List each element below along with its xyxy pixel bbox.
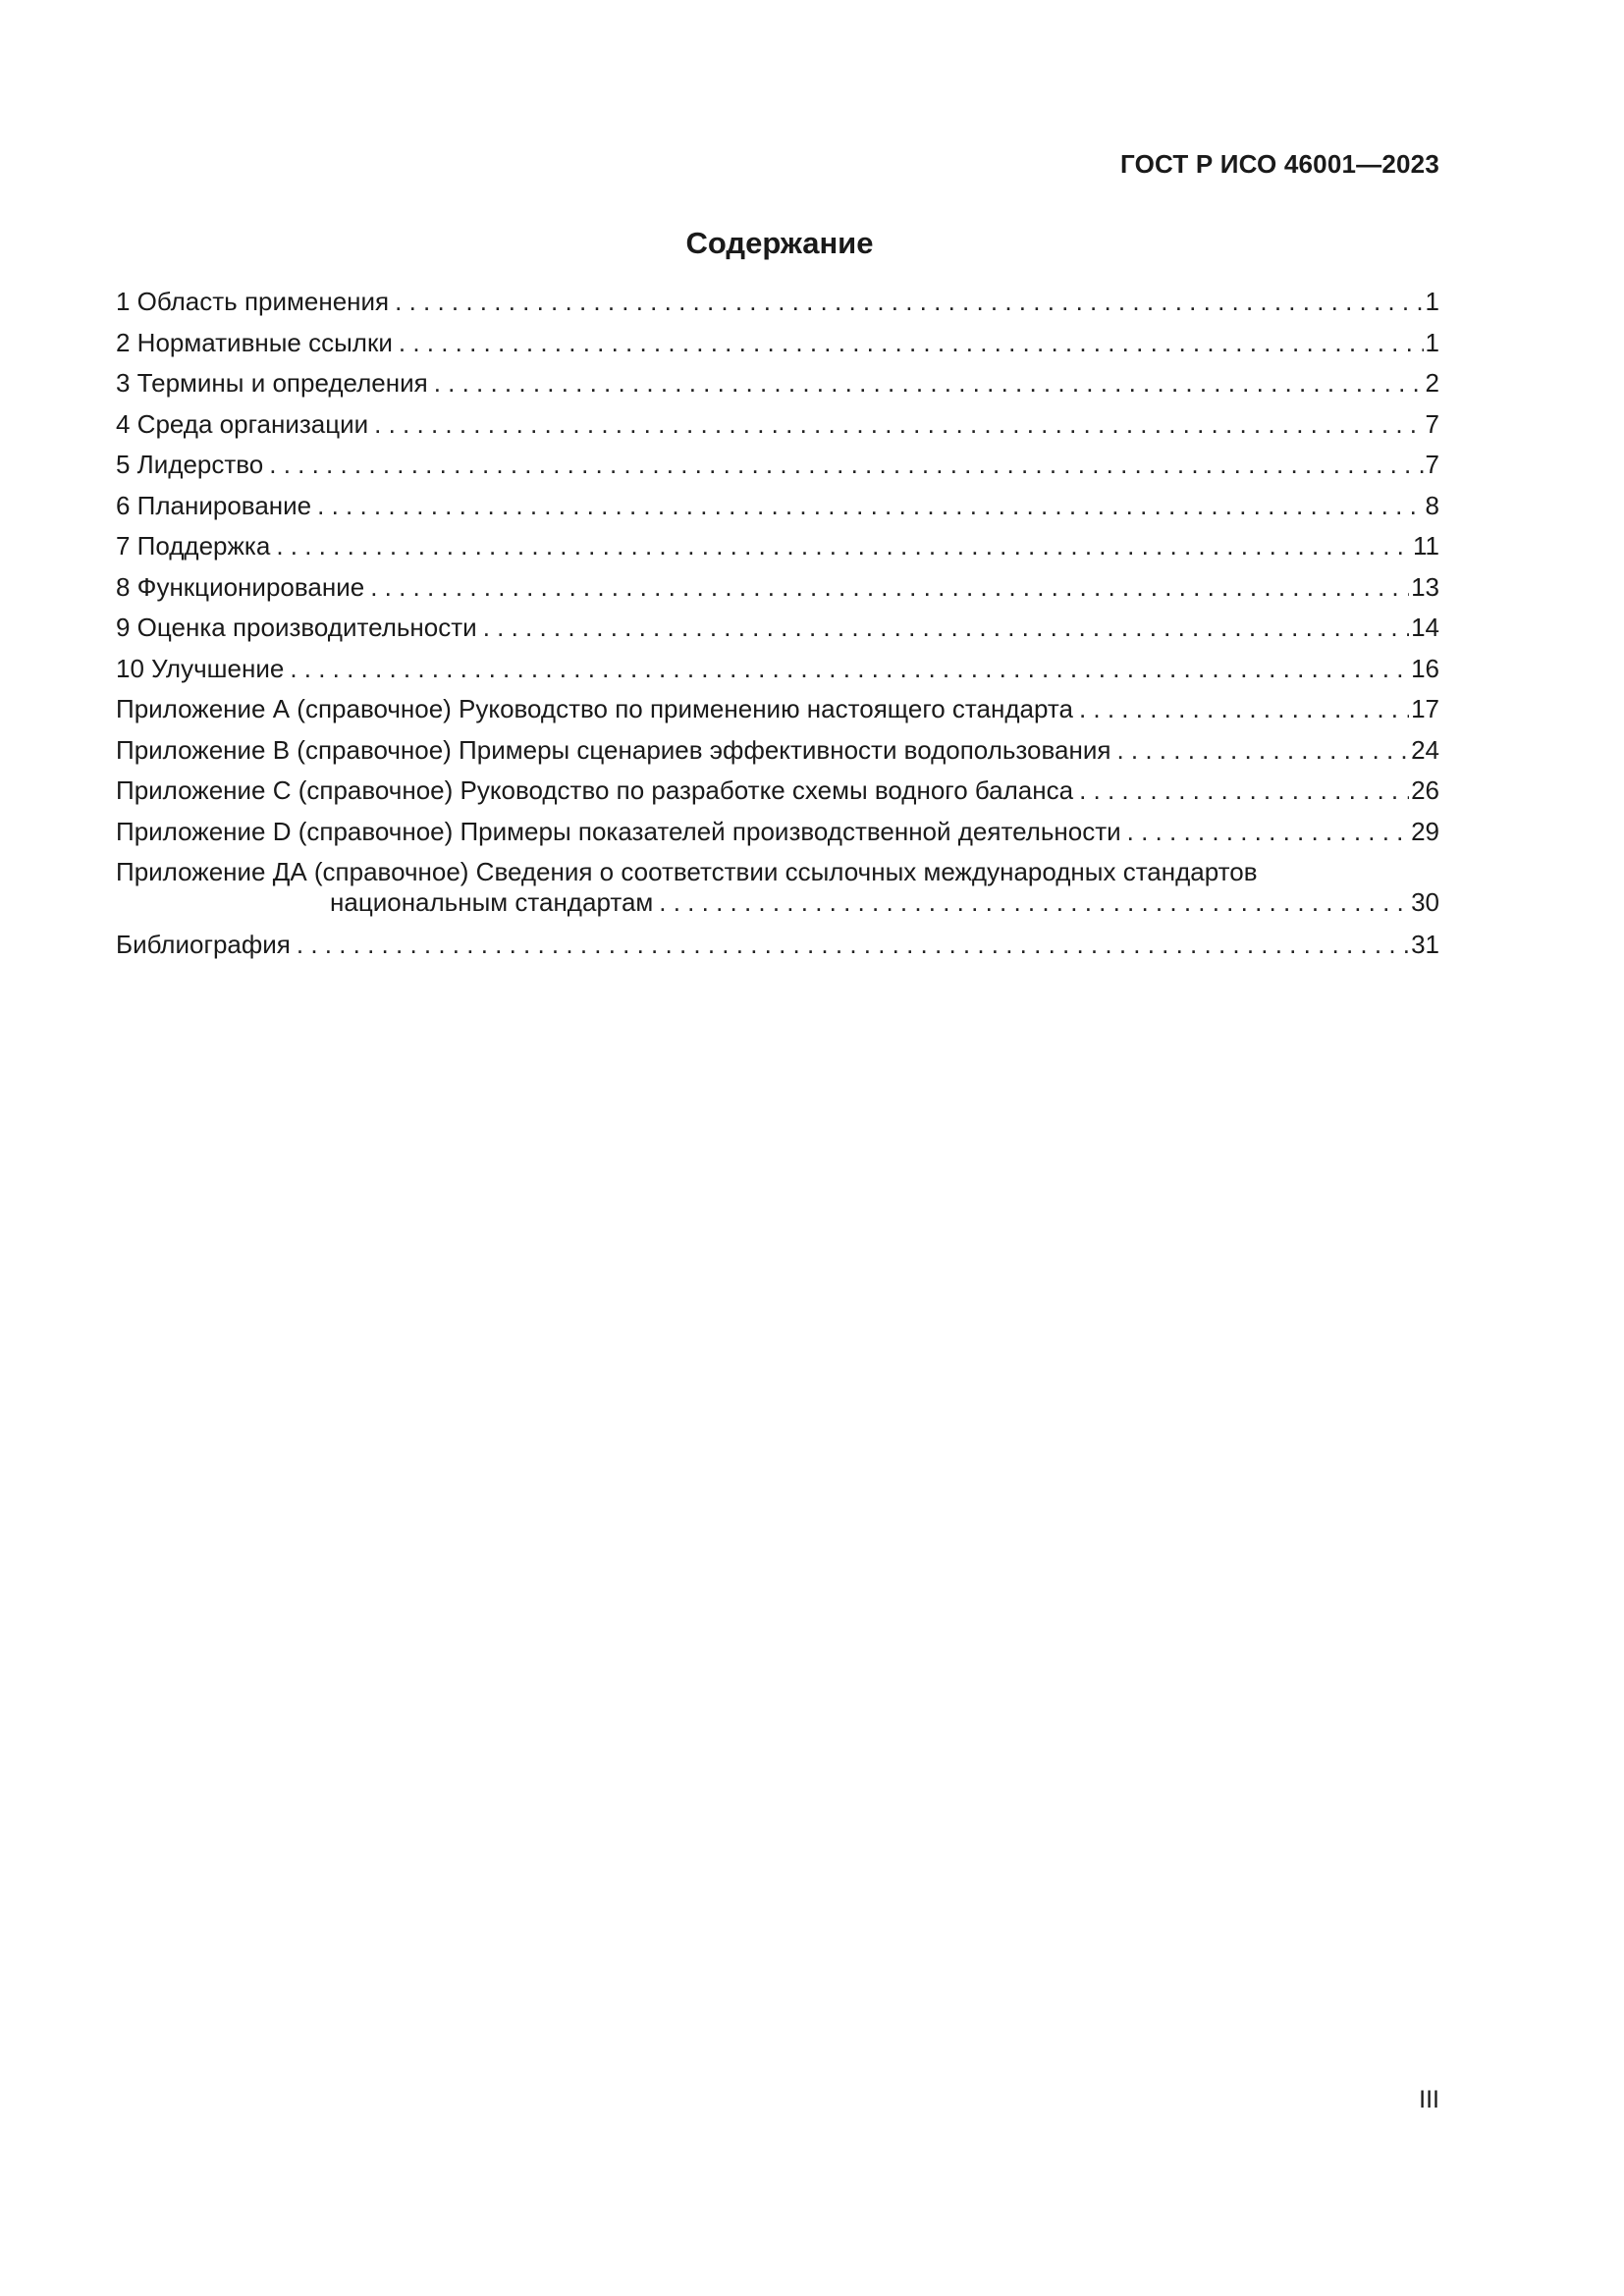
toc-entry-label: 8 Функционирование: [116, 571, 365, 602]
toc-entry[interactable]: [116, 572, 1439, 614]
toc-entry[interactable]: [116, 694, 1439, 735]
dot-leader: [370, 572, 1409, 603]
dot-leader: [297, 930, 1409, 960]
toc-entry-label: 1 Область применения: [116, 287, 390, 316]
toc-entry-page: 14: [1411, 613, 1439, 642]
dot-leader: [1116, 735, 1409, 766]
toc-entry-page: 8: [1425, 490, 1439, 520]
table-of-contents: [116, 287, 1439, 971]
toc-entry[interactable]: [116, 287, 1439, 328]
dot-leader: [276, 531, 1411, 561]
toc-title: Содержание: [685, 226, 874, 260]
toc-entry-label-continued: национальным стандартам: [330, 887, 654, 917]
toc-entry-page: 1: [1425, 327, 1439, 357]
toc-entry[interactable]: [116, 450, 1439, 491]
toc-entry[interactable]: [116, 817, 1439, 858]
toc-entry[interactable]: [116, 328, 1439, 369]
dot-leader: [374, 409, 1423, 440]
dot-leader: [317, 491, 1423, 521]
toc-entry[interactable]: [116, 775, 1439, 817]
toc-entry-label: Приложение А (справочное) Руководство по применению настоящего стандарта: [116, 694, 1073, 723]
dot-leader: [434, 368, 1424, 399]
toc-entry[interactable]: [116, 735, 1439, 776]
toc-entry-page: 29: [1411, 816, 1439, 846]
toc-entry-label: Приложение С (справочное) Руководство по разработке схемы водного баланса: [116, 775, 1074, 805]
toc-entry-page: 11: [1413, 531, 1439, 561]
toc-entry-page: 24: [1411, 734, 1439, 765]
toc-entry[interactable]: [116, 531, 1439, 572]
toc-entry-page: 7: [1425, 408, 1439, 439]
toc-entry[interactable]: [116, 409, 1439, 451]
dot-leader: [290, 654, 1409, 684]
toc-entry-page: 31: [1411, 930, 1439, 959]
toc-entry-label: Приложение D (справочное) Примеры показателей производственной деятельности: [116, 816, 1121, 846]
document-id: ГОСТ Р ИСО 46001—2023: [1119, 149, 1439, 179]
dot-leader: [395, 287, 1423, 317]
toc-entry-page: 17: [1411, 694, 1439, 723]
toc-entry-label: 9 Оценка производительности: [116, 613, 477, 642]
toc-entry-page: 30: [1411, 887, 1439, 917]
page-number: III: [1419, 2086, 1439, 2113]
dot-leader: [269, 450, 1423, 480]
dot-leader: [1079, 775, 1409, 806]
dot-leader: [483, 613, 1409, 643]
toc-entry-page: 2: [1425, 368, 1439, 398]
toc-entry[interactable]: [116, 613, 1439, 654]
toc-entry-label: Приложение ДА (справочное) Сведения о соответствии ссылочных международных стандартов: [116, 857, 1258, 886]
toc-entry-continuation: [116, 887, 1439, 918]
toc-entry-label: 5 Лидерство: [116, 450, 264, 479]
toc-entry-page: 7: [1425, 450, 1439, 479]
toc-entry[interactable]: [116, 368, 1439, 409]
toc-entry-label: 4 Среда организации: [116, 408, 369, 439]
toc-entry-label: 7 Поддержка: [116, 531, 271, 561]
toc-entry-page: 13: [1411, 571, 1439, 602]
dot-leader: [659, 887, 1409, 918]
toc-entry-page: 26: [1411, 775, 1439, 805]
toc-entry[interactable]: [116, 930, 1439, 971]
dot-leader: [1079, 694, 1409, 724]
toc-entry-label: 10 Улучшение: [116, 653, 285, 683]
toc-entry[interactable]: [116, 491, 1439, 532]
toc-entry[interactable]: [116, 857, 1439, 930]
toc-entry[interactable]: [116, 654, 1439, 695]
toc-entry-label: Библиография: [116, 930, 291, 959]
toc-entry-label: 3 Термины и определения: [116, 368, 428, 398]
toc-entry-page: 1: [1425, 287, 1439, 316]
toc-entry-label: Приложение В (справочное) Примеры сценариев эффективности водопользования: [116, 734, 1111, 765]
toc-entry-label: 6 Планирование: [116, 490, 312, 520]
dot-leader: [399, 328, 1424, 358]
toc-entry-label: 2 Нормативные ссылки: [116, 327, 393, 357]
dot-leader: [1127, 817, 1409, 847]
toc-entry-page: 16: [1411, 653, 1439, 683]
